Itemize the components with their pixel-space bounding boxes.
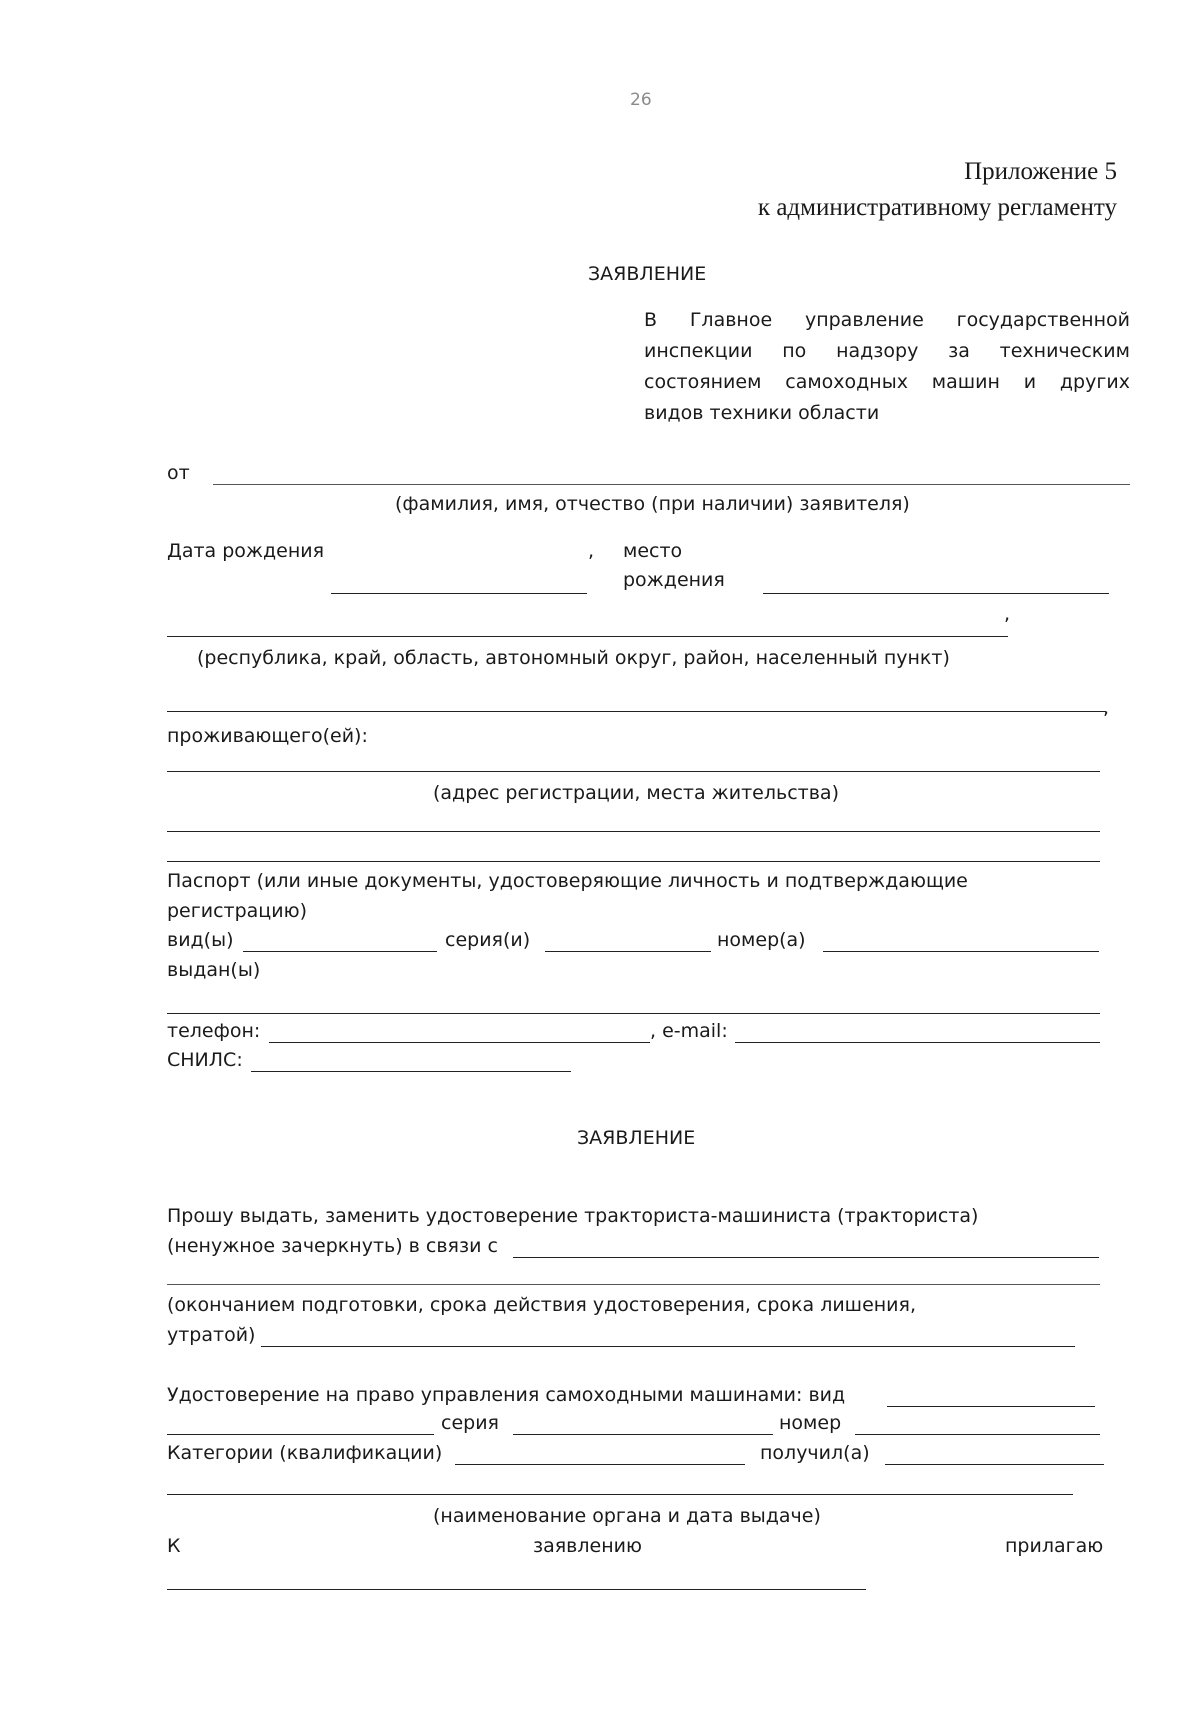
reason-caption-2: утратой) bbox=[167, 1324, 256, 1346]
region-caption: (республика, край, область, автономный округ, район, населенный пункт) bbox=[197, 647, 950, 669]
birth-place-comma: , bbox=[1004, 603, 1011, 625]
birth-date-label: Дата рождения bbox=[167, 540, 325, 562]
snils-field[interactable] bbox=[251, 1071, 571, 1072]
addressee-word: состоянием bbox=[644, 371, 762, 393]
attach-word-2: заявлению bbox=[533, 1535, 642, 1557]
license-number-field[interactable] bbox=[855, 1434, 1100, 1435]
phone-label: телефон: bbox=[167, 1020, 261, 1042]
addressee-word: В bbox=[644, 309, 658, 331]
request-line-1: Прошу выдать, заменить удостоверение тракториста-машиниста (тракториста) bbox=[167, 1205, 979, 1227]
request-reason-field-2[interactable] bbox=[167, 1284, 1100, 1285]
passport-series-label: серия(и) bbox=[445, 929, 531, 951]
addressee-word: техническим bbox=[999, 340, 1130, 362]
passport-type-field[interactable] bbox=[243, 951, 437, 952]
region-field-line-2[interactable] bbox=[167, 711, 1106, 712]
appendix-subtitle: к административному регламенту bbox=[757, 194, 1117, 221]
birth-comma: , bbox=[588, 540, 595, 562]
license-series-field[interactable] bbox=[513, 1434, 773, 1435]
attach-word-3: прилагаю bbox=[1005, 1535, 1104, 1557]
attach-field[interactable] bbox=[167, 1589, 866, 1590]
passport-intro-1: Паспорт (или иные документы, удостоверяющие личность и подтверждающие bbox=[167, 870, 968, 892]
passport-number-field[interactable] bbox=[823, 951, 1099, 952]
passport-issued-field[interactable] bbox=[167, 1013, 1100, 1014]
received-label: получил(а) bbox=[760, 1442, 870, 1464]
license-type-field[interactable] bbox=[887, 1406, 1095, 1407]
passport-issued-label: выдан(ы) bbox=[167, 959, 261, 981]
addressee-word: и bbox=[1023, 371, 1037, 393]
passport-series-field[interactable] bbox=[545, 951, 711, 952]
birth-date-field-line[interactable] bbox=[331, 593, 587, 594]
snils-label: СНИЛС: bbox=[167, 1049, 243, 1071]
addressee-word: Главное bbox=[689, 309, 773, 331]
categories-label: Категории (квалификации) bbox=[167, 1442, 443, 1464]
addressee-word: управление bbox=[804, 309, 924, 331]
address-field-line-2[interactable] bbox=[167, 831, 1100, 832]
addressee-word: машин bbox=[931, 371, 1000, 393]
from-label: от bbox=[167, 462, 190, 484]
phone-field[interactable] bbox=[269, 1042, 650, 1043]
license-number-label: номер bbox=[779, 1412, 842, 1434]
passport-type-label: вид(ы) bbox=[167, 929, 234, 951]
header-title: ЗАЯВЛЕНИЕ bbox=[588, 263, 707, 285]
page-number: 26 bbox=[630, 90, 652, 110]
birth-place-field-line[interactable] bbox=[763, 593, 1109, 594]
request-line-2: (ненужное зачеркнуть) в связи с bbox=[167, 1235, 498, 1257]
residing-label: проживающего(ей): bbox=[167, 725, 368, 747]
address-field-line-3[interactable] bbox=[167, 861, 1100, 862]
addressee-word: надзору bbox=[836, 340, 919, 362]
addressee-word: государственной bbox=[956, 309, 1130, 331]
received-field[interactable] bbox=[885, 1464, 1104, 1465]
addressee-word: по bbox=[782, 340, 807, 362]
addressee-word: за bbox=[948, 340, 970, 362]
fio-caption: (фамилия, имя, отчество (при наличии) заявителя) bbox=[395, 493, 910, 515]
region-comma: , bbox=[1103, 697, 1110, 719]
email-label: , e-mail: bbox=[650, 1020, 728, 1042]
request-reason-field[interactable] bbox=[513, 1257, 1099, 1258]
reason-field-3[interactable] bbox=[261, 1346, 1075, 1347]
license-type-field-2[interactable] bbox=[167, 1434, 434, 1435]
addressee-word: других bbox=[1059, 371, 1130, 393]
license-series-label: серия bbox=[441, 1412, 499, 1434]
addressee-word: самоходных bbox=[785, 371, 908, 393]
addressee-row-2 bbox=[644, 336, 1130, 367]
addressee-row-4: видов техники области bbox=[644, 402, 880, 424]
addressee-row-1 bbox=[644, 305, 1130, 336]
issuer-field[interactable] bbox=[167, 1494, 1073, 1495]
birth-place-label-2: рождения bbox=[623, 569, 725, 591]
email-field[interactable] bbox=[735, 1042, 1100, 1043]
address-caption: (адрес регистрации, места жительства) bbox=[433, 782, 839, 804]
passport-intro-2: регистрацию) bbox=[167, 900, 307, 922]
license-line-1: Удостоверение на право управления самоходными машинами: вид bbox=[167, 1384, 846, 1406]
section-title: ЗАЯВЛЕНИЕ bbox=[577, 1127, 696, 1149]
address-field-line-1[interactable] bbox=[167, 771, 1100, 772]
issuer-caption: (наименование органа и дата выдаче) bbox=[433, 1505, 821, 1527]
attach-word-1: К bbox=[167, 1535, 181, 1557]
addressee-row-3 bbox=[644, 367, 1130, 398]
addressee-block bbox=[644, 305, 1130, 429]
region-field-line[interactable] bbox=[167, 636, 1008, 637]
passport-number-label: номер(а) bbox=[717, 929, 806, 951]
addressee-word: инспекции bbox=[644, 340, 753, 362]
reason-caption-1: (окончанием подготовки, срока действия удостоверения, срока лишения, bbox=[167, 1294, 916, 1316]
fio-field-line[interactable] bbox=[213, 484, 1130, 485]
appendix-title: Приложение 5 bbox=[964, 158, 1117, 185]
birth-place-label-1: место bbox=[623, 540, 683, 562]
categories-field[interactable] bbox=[455, 1464, 745, 1465]
